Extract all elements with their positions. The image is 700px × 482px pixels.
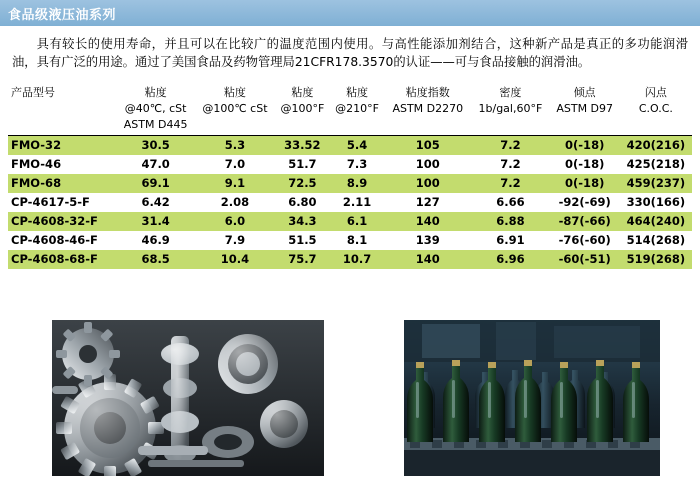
header-line-2: 1b/gal,60°F: [478, 101, 543, 115]
cell-density: 7.2: [471, 155, 550, 174]
cell-flash-point: 420(216): [620, 135, 692, 155]
cell-product-model: CP-4608-46-F: [8, 231, 116, 250]
cell-density: 6.91: [471, 231, 550, 250]
header-line-2: @100°F: [280, 101, 325, 115]
cell-pour-point: -92(-69): [550, 193, 620, 212]
cell-density: 6.88: [471, 212, 550, 231]
column-header-viscosity-index: [384, 82, 471, 135]
cell-viscosity-100f: 75.7: [275, 250, 330, 269]
header-line-1: 密度: [499, 85, 522, 99]
table-row: [8, 135, 692, 155]
header-line-1: 粘度: [223, 85, 246, 99]
cell-viscosity-100f: 6.80: [275, 193, 330, 212]
cell-flash-point: 459(237): [620, 174, 692, 193]
cell-flash-point: 464(240): [620, 212, 692, 231]
page-title: 食品级液压油系列: [8, 7, 117, 23]
column-header-pour-point: [550, 82, 620, 135]
cell-viscosity-210f: 10.7: [330, 250, 385, 269]
table-row: [8, 250, 692, 269]
cell-viscosity-40c: 46.9: [116, 231, 194, 250]
table-row: [8, 212, 692, 231]
cell-flash-point: 330(166): [620, 193, 692, 212]
table-row: [8, 155, 692, 174]
column-header-viscosity-210f: [330, 82, 385, 135]
cell-viscosity-100f: 33.52: [275, 135, 330, 155]
cell-density: 6.96: [471, 250, 550, 269]
cell-pour-point: -76(-60): [550, 231, 620, 250]
column-header-viscosity-100f: [275, 82, 330, 135]
header-line-2: ASTM D2270: [392, 101, 464, 115]
cell-viscosity-index: 100: [384, 155, 471, 174]
cell-pour-point: 0(-18): [550, 174, 620, 193]
table-head: [8, 82, 692, 135]
cell-product-model: FMO-46: [8, 155, 116, 174]
cell-product-model: CP-4608-32-F: [8, 212, 116, 231]
cell-viscosity-100c: 7.0: [195, 155, 275, 174]
column-header-viscosity-100c: [195, 82, 275, 135]
cell-density: 7.2: [471, 135, 550, 155]
cell-product-model: CP-4617-5-F: [8, 193, 116, 212]
header-line-3: ASTM D445: [123, 117, 188, 131]
cell-viscosity-index: 140: [384, 250, 471, 269]
cell-viscosity-40c: 47.0: [116, 155, 194, 174]
column-header-density: [471, 82, 550, 135]
specifications-table: [8, 82, 692, 269]
cell-viscosity-210f: 7.3: [330, 155, 385, 174]
cell-viscosity-100f: 34.3: [275, 212, 330, 231]
cell-viscosity-40c: 30.5: [116, 135, 194, 155]
cell-viscosity-100c: 9.1: [195, 174, 275, 193]
cell-viscosity-index: 105: [384, 135, 471, 155]
photo-strip: [0, 318, 700, 482]
table-header-row: [8, 82, 692, 135]
header-line-1: 闪点: [644, 85, 667, 99]
column-header-product-model: [8, 82, 116, 135]
cell-density: 7.2: [471, 174, 550, 193]
header-line-2: @100℃ cSt: [202, 101, 268, 115]
cell-viscosity-40c: 6.42: [116, 193, 194, 212]
page-header-banner: [0, 0, 700, 26]
cell-viscosity-40c: 31.4: [116, 212, 194, 231]
bottling-line-photo: [404, 320, 660, 476]
cell-viscosity-index: 140: [384, 212, 471, 231]
column-header-flash-point: [620, 82, 692, 135]
cell-pour-point: 0(-18): [550, 155, 620, 174]
table-row: [8, 231, 692, 250]
cell-flash-point: 425(218): [620, 155, 692, 174]
cell-pour-point: -87(-66): [550, 212, 620, 231]
cell-viscosity-40c: 68.5: [116, 250, 194, 269]
cell-viscosity-100c: 5.3: [195, 135, 275, 155]
header-line-1: 粘度: [291, 85, 314, 99]
machine-parts-photo: [52, 320, 324, 476]
cell-viscosity-210f: 8.9: [330, 174, 385, 193]
cell-viscosity-100c: 6.0: [195, 212, 275, 231]
intro-paragraph: 具有较长的使用寿命，并且可以在比较广的温度范围内使用。与高性能添加剂结合，这种新产品是真正的多功能润滑油，具有广泛的用途。通过了美国食品及药物管理局21CFR178.3570的认证——可与食品接触的润滑油。: [12, 37, 688, 70]
cell-product-model: FMO-68: [8, 174, 116, 193]
cell-flash-point: 519(268): [620, 250, 692, 269]
cell-product-model: CP-4608-68-F: [8, 250, 116, 269]
cell-viscosity-210f: 2.11: [330, 193, 385, 212]
cell-viscosity-100f: 51.5: [275, 231, 330, 250]
table-row: [8, 174, 692, 193]
header-line-1: 粘度: [144, 85, 167, 99]
cell-pour-point: 0(-18): [550, 135, 620, 155]
cell-viscosity-index: 127: [384, 193, 471, 212]
machine-parts-illustration: [52, 320, 324, 476]
cell-viscosity-index: 139: [384, 231, 471, 250]
header-line-2: ASTM D97: [556, 101, 614, 115]
cell-product-model: FMO-32: [8, 135, 116, 155]
cell-flash-point: 514(268): [620, 231, 692, 250]
header-line-1: 产品型号: [11, 85, 55, 99]
cell-viscosity-210f: 8.1: [330, 231, 385, 250]
cell-viscosity-210f: 6.1: [330, 212, 385, 231]
header-line-2: C.O.C.: [638, 101, 673, 115]
cell-viscosity-100c: 2.08: [195, 193, 275, 212]
cell-viscosity-40c: 69.1: [116, 174, 194, 193]
header-line-1: 粘度: [346, 85, 369, 99]
cell-viscosity-210f: 5.4: [330, 135, 385, 155]
table-row: [8, 193, 692, 212]
bottling-line-illustration: [404, 320, 660, 476]
cell-pour-point: -60(-51): [550, 250, 620, 269]
cell-viscosity-100f: 72.5: [275, 174, 330, 193]
header-line-1: 倾点: [573, 85, 596, 99]
cell-viscosity-100c: 7.9: [195, 231, 275, 250]
header-line-1: 粘度指数: [405, 85, 450, 99]
table-body: [8, 135, 692, 269]
header-line-2: @40℃, cSt: [124, 101, 187, 115]
header-line-2: @210°F: [335, 101, 379, 115]
cell-viscosity-index: 100: [384, 174, 471, 193]
cell-viscosity-100c: 10.4: [195, 250, 275, 269]
cell-viscosity-100f: 51.7: [275, 155, 330, 174]
cell-density: 6.66: [471, 193, 550, 212]
column-header-viscosity-40c: [116, 82, 194, 135]
